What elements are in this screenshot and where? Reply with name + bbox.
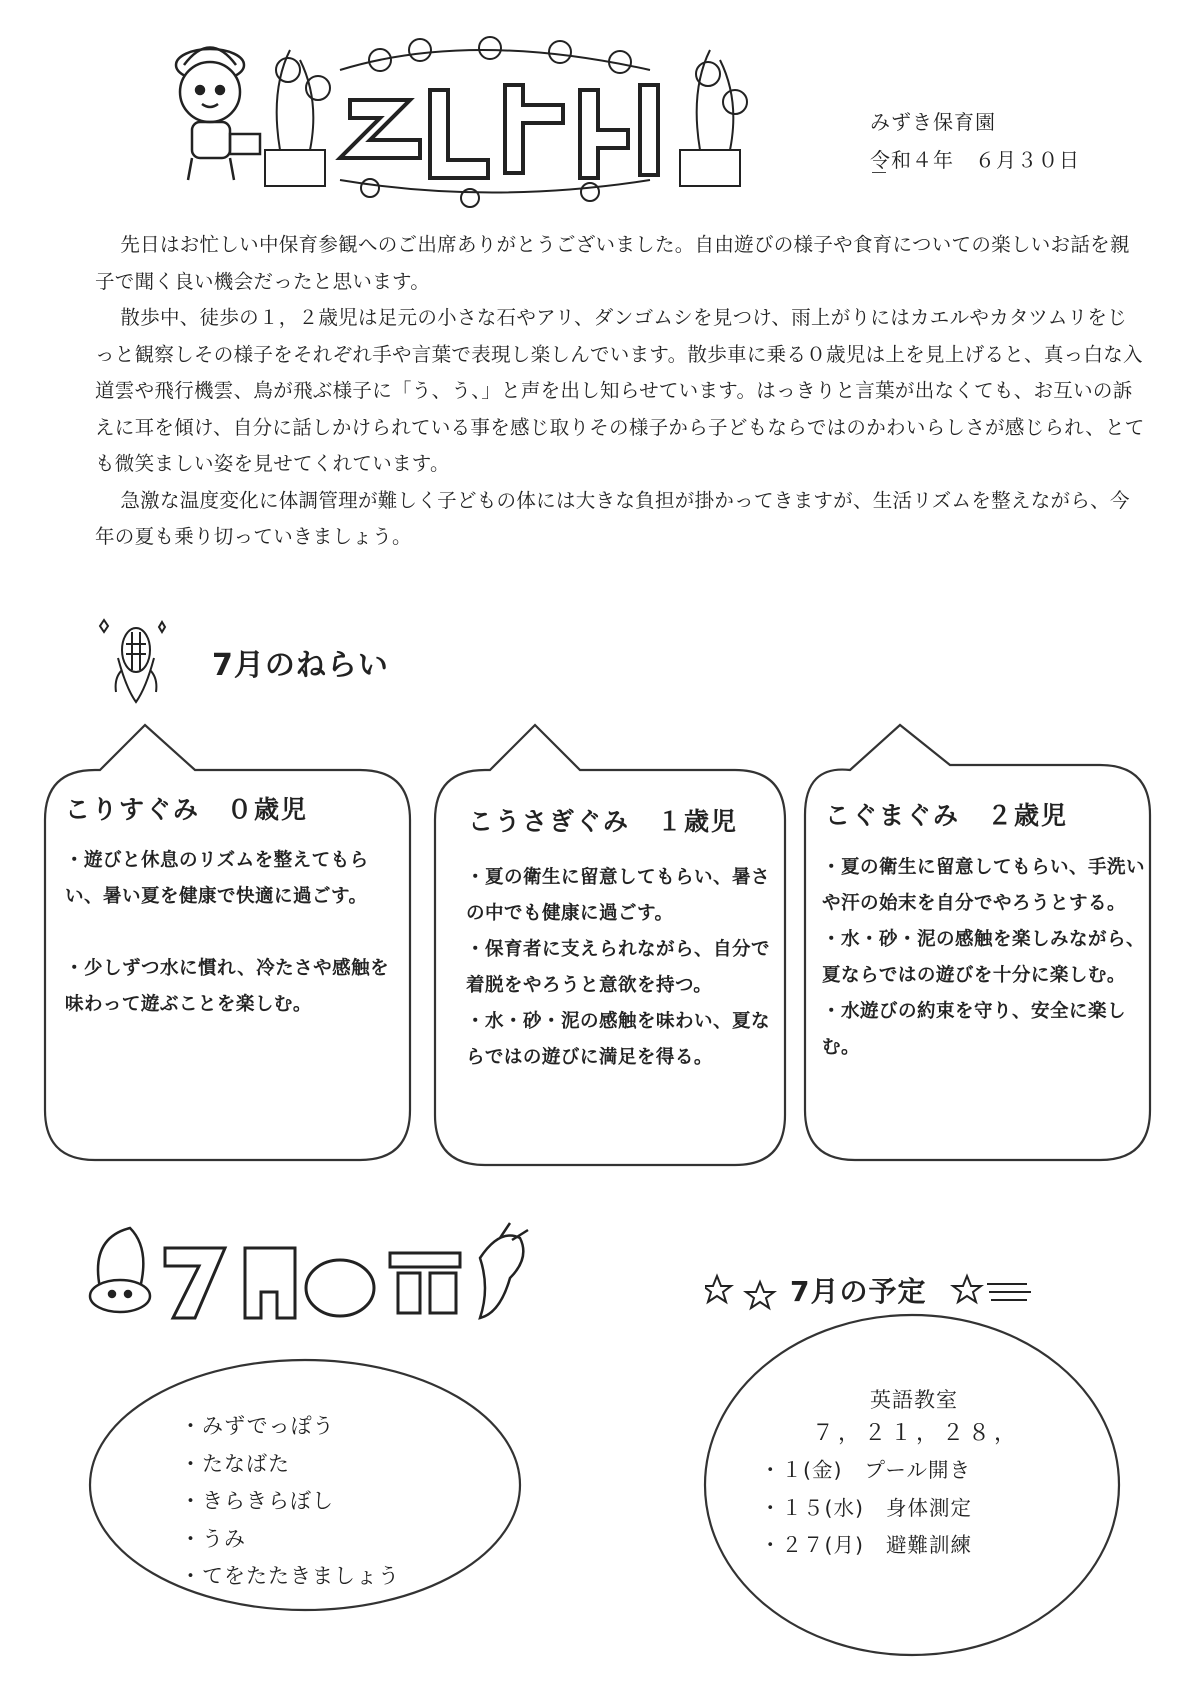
radish-icon <box>480 1223 528 1318</box>
swoosh-icon <box>987 1284 1031 1300</box>
schedule-date: ・１(金) <box>760 1458 843 1482</box>
intro-paragraph: 散歩中、徒歩の１，２歳児は足元の小さな石やアリ、ダンゴムシを見つけ、雨上がりにはカエルやカタツムリをじっと観察しその様子をそれぞれ手や言葉で表現し楽しんでいます。散歩車に乗る０歳児は上を見上げると、真っ白な入道雲や飛行機雲、鳥が飛ぶ様子に「う、う、」と声を出し知らせています。はっきりと言葉が出なくても、お互いの訴えに耳を傾け、自分に話しかけられている事を感じ取りその様子から子どもならではのかわいらしさが感じられ、とても微笑ましい姿を見せてくれています。 <box>95 306 1145 475</box>
english-class-dates: ７，２１，２８， <box>812 1421 1021 1446</box>
schedule-event: 身体測定 <box>886 1495 972 1520</box>
aim-item: ・水遊びの約束を守り、安全に楽しむ。 <box>822 1001 1127 1058</box>
vine-left-icon <box>265 50 330 186</box>
star-icon <box>705 1276 731 1302</box>
star-icon <box>746 1282 774 1308</box>
aim-item: ・少しずつ水に慣れ、冷たさや感触を味わって遊ぶことを楽しむ。 <box>65 958 390 1015</box>
aim-item: ・遊びと休息のリズムを整えてもらい、暑い夏を健康で快適に過ごす。 <box>65 850 369 907</box>
schedule-item <box>760 1452 972 1490</box>
english-class-title: 英語教室 <box>870 1388 958 1412</box>
aim-item: ・水・砂・泥の感触を味わい、夏ならではの遊びに満足を得る。 <box>466 1011 771 1068</box>
group-aims-2yo <box>822 850 1152 1066</box>
header-title-art <box>170 30 800 210</box>
divider <box>872 172 886 173</box>
school-name: みずき保育園 <box>870 110 996 134</box>
schedule-event: プール開き <box>864 1458 971 1482</box>
aim-item: ・水・砂・泥の感触を楽しみながら、夏ならではの遊びを十分に楽しむ。 <box>822 929 1146 986</box>
intro-text <box>95 227 1145 556</box>
song-item: ・きらきらぼし <box>180 1489 334 1513</box>
group-aims-1yo <box>466 860 786 1076</box>
schedule-item <box>760 1490 972 1528</box>
song-item: ・たなばた <box>180 1451 290 1476</box>
star-icon <box>953 1276 981 1302</box>
aims-title: 7月のねらい <box>212 648 389 683</box>
schedule-event: 避難訓練 <box>886 1533 972 1557</box>
child-illustration-icon <box>176 48 260 181</box>
aim-item: ・夏の衛生に留意してもらい、手洗いや汗の始末を自分でやろうとする。 <box>822 857 1146 914</box>
schedule-date: ・２７(月) <box>760 1533 864 1557</box>
group-title-1yo: こうさぎぐみ １歳児 <box>468 807 739 836</box>
schedule-list <box>760 1452 972 1565</box>
schedule-item <box>760 1527 972 1565</box>
songs-list <box>180 1408 400 1596</box>
corn-icon <box>96 608 176 708</box>
vine-right-icon <box>680 50 747 186</box>
aim-item: ・夏の衛生に留意してもらい、暑さの中でも健康に過ごす。 <box>466 867 771 924</box>
group-title-2yo: こぐまぐみ ２歳児 <box>825 801 1069 830</box>
schedule-date: ・１５(水) <box>760 1495 864 1520</box>
group-title-0yo: こりすぐみ ０歳児 <box>65 795 309 824</box>
schedule-title: 7月の予定 <box>790 1275 927 1308</box>
snail-icon <box>90 1228 150 1312</box>
intro-paragraph: 急激な温度変化に体調管理が難しく子どもの体には大きな負担が掛かってきますが、生活リズムを整えながら、今年の夏も乗り切っていきましょう。 <box>95 488 1130 548</box>
group-aims-0yo <box>65 843 403 1023</box>
issue-date: 令和４年 ６月３０日 <box>870 148 1080 172</box>
song-item: ・みずでっぽう <box>180 1414 335 1438</box>
song-item: ・うみ <box>180 1526 246 1551</box>
song-item: ・てをたたきましょう <box>180 1564 400 1588</box>
intro-paragraph: 先日はお忙しい中保育参観へのご出席ありがとうございました。自由遊びの様子や食育についての楽しいお話を親子で聞く良い機会だったと思います。 <box>95 233 1130 293</box>
songs-title-art <box>80 1218 540 1328</box>
aim-item: ・保育者に支えられながら、自分で着脱をやろうと意欲を持つ。 <box>466 939 771 996</box>
